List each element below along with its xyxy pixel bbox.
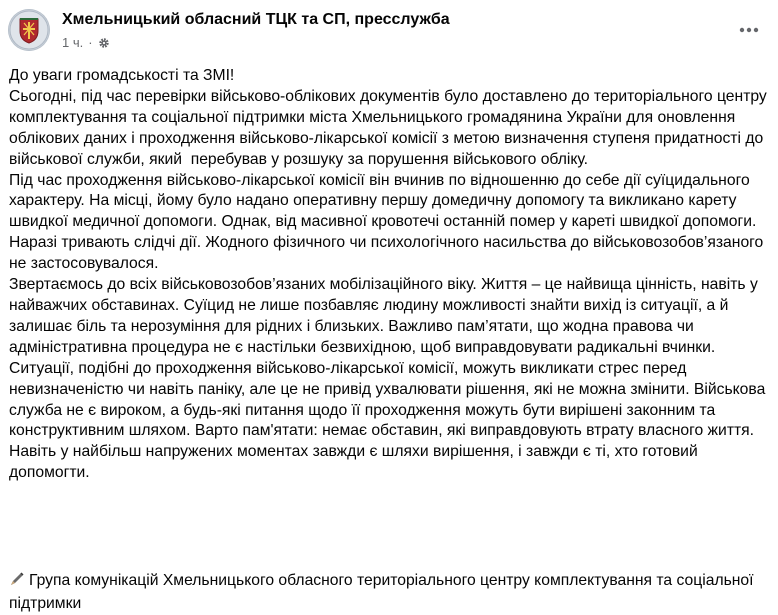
post-paragraph: Сьогодні, під час перевірки військово-облікових документів було доставлено до територіального центру комплектування та соціальної підтримки міста Хмельницького громадянина України для оновлення облікових даних і проходження військово-лікарської комісії з метою визначення ступеня придатності до військової служби, який перебував у розшуку за порушення військового обліку. bbox=[9, 87, 772, 168]
post-signature bbox=[9, 571, 771, 615]
post-header bbox=[0, 0, 778, 64]
more-dots-icon bbox=[739, 27, 759, 33]
meta-separator: · bbox=[88, 35, 93, 50]
pen-icon bbox=[9, 571, 25, 594]
post-paragraph: Ситуації, подібні до проходження військово-лікарської комісії, можуть викликати стрес перед невизначеністю чи навіть паніку, але це не привід ухвалювати рішення, які не можна змінити. Військова служба не є вироком, а будь-які питання щодо її проходження можуть бути вирішені законним та конструктивним шляхом. Варто пам'ятати: немає обставин, які виправдовують втрату власного життя. Навіть у найбільш напружених моментах завжди є шляхи вирішення, і завжди є ті, хто готовий допомогти. bbox=[9, 359, 770, 482]
post-text bbox=[9, 66, 771, 484]
post-paragraph: До уваги громадськості та ЗМІ! bbox=[9, 67, 235, 84]
more-options-button[interactable] bbox=[733, 18, 765, 42]
gear-icon[interactable] bbox=[98, 37, 110, 49]
post-paragraph: Під час проходження військово-лікарської комісії він вчинив по відношенню до себе дії суїцидального характеру. На місці, йому було надано оперативну першу домедичну допомогу та викликано карету швидкої медичної допомоги. Однак, від масивної кровотечі останній помер у кареті швидкої допомоги. Наразі тривають слідчі дії. Жодного фізичного чи психологічного насильства до військовозобов’язаного не застосовувалося. bbox=[9, 171, 768, 273]
post-meta bbox=[62, 35, 110, 50]
coat-of-arms-icon bbox=[8, 9, 50, 51]
post-time[interactable]: 1 ч. bbox=[62, 35, 84, 50]
post-paragraph: Звертаємось до всіх військовозобов’язаних мобілізаційного віку. Життя – це найвища цінність, навіть у найважчих обставинах. Суїцид не лише позбавляє людину можливості знайти вихід із ситуації, а й залишає біль та нерозуміння для рідних і близьких. Важливо пам’ятати, що жодна правова чи адміністративна процедура не є настільки безвихідною, щоб виправдовувати радикальні вчинки. bbox=[9, 276, 763, 356]
avatar[interactable] bbox=[8, 9, 50, 51]
signature-text: Група комунікацій Хмельницького обласного територіального центру комплектування та соціальної підтримки bbox=[9, 572, 754, 612]
page-name[interactable]: Хмельницький обласний ТЦК та СП, пресслужба bbox=[62, 11, 450, 28]
